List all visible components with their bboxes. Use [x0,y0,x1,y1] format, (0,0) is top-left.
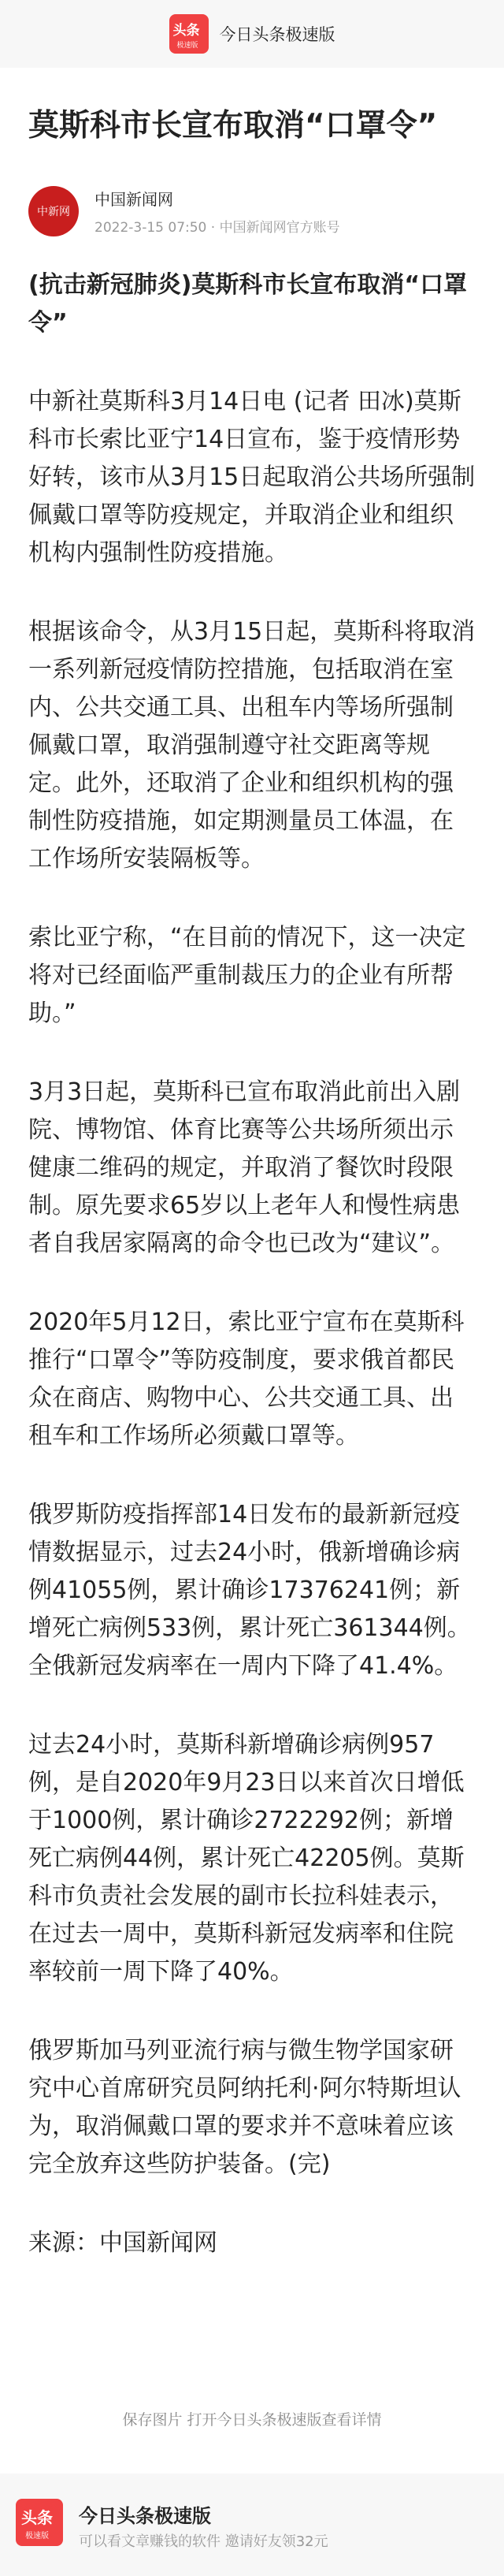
app-top-bar [0,0,504,68]
save-and-open-app-link[interactable]: 保存图片 打开今日头条极速版查看详情 [122,2411,382,2429]
source-name[interactable]: 中国新闻网 [94,190,173,209]
article-paragraph: 过去24小时，莫斯科新增确诊病例957例，是自2020年9月23日以来首次日增低于1000例，累计确诊2722292例；新增死亡病例44例，累计死亡42205例。莫斯科市负责社会发展的副市长拉科娃表示，在过去一周中，莫斯科新冠发病率和住院率较前一周下降了40%。 [28,1731,465,1986]
banner-logo-main-text: 头条 [21,2508,53,2527]
source-avatar[interactable]: 中新网 [28,186,79,236]
app-name: 今日头条极速版 [219,25,335,44]
banner-title: 今日头条极速版 [79,2505,211,2527]
article-title: 莫斯科市长宣布取消“口罩令” [28,108,438,143]
article-source-line: 来源：中国新闻网 [28,2229,217,2257]
article-paragraph: 索比亚宁称，“在目前的情况下，这一决定将对已经面临严重制裁压力的企业有所帮助。” [28,924,466,1027]
app-logo-sub-text: 极速版 [176,42,198,50]
app-logo-main-text: 头条 [172,23,200,39]
banner-app-logo [16,2499,63,2546]
article-paragraph: 俄罗斯防疫指挥部14日发布的最新新冠疫情数据显示，过去24小时，俄新增确诊病例41055例，累计确诊17376241例；新增死亡病例533例，累计死亡361344例。全俄新冠发病率在一周内下降了41.4%。 [28,1501,471,1680]
article-body [28,266,476,2262]
source-meta: 2022-3-15 07:50 · 中国新闻网官方账号 [94,220,340,236]
article-paragraph: 2020年5月12日，索比亚宁宣布在莫斯科推行“口罩令”等防疫制度，要求俄首都民众在商店、购物中心、公共交通工具、出租车和工作场所必须戴口罩等。 [28,1308,465,1450]
banner-logo-sub-text: 极速版 [25,2532,49,2541]
source-row[interactable] [28,186,476,236]
article-paragraph-lead: (抗击新冠肺炎)莫斯科市长宣布取消“口罩令” [28,271,468,337]
app-download-banner[interactable] [0,2474,504,2576]
article-paragraph: 根据该命令，从3月15日起，莫斯科将取消一系列新冠疫情防控措施，包括取消在室内、公共交通工具、出租车内等场所强制佩戴口罩，取消强制遵守社交距离等规定。此外，还取消了企业和组织机构的强制性防疫措施，如定期测量员工体温，在工作场所安装隔板等。 [28,618,476,873]
app-logo [169,14,209,54]
source-info [94,187,340,236]
article-paragraph: 俄罗斯加马列亚流行病与微生物学国家研究中心首席研究员阿纳托利·阿尔特斯坦认为，取消佩戴口罩的要求并不意味着应该完全放弃这些防护装备。(完) [28,2037,461,2178]
banner-subtitle: 可以看文章赚钱的软件 邀请好友领32元 [79,2533,328,2550]
article-paragraph: 3月3日起，莫斯科已宣布取消此前出入剧院、博物馆、体育比赛等公共场所须出示健康二维码的规定，并取消了餐饮时段限制。原先要求65岁以上老年人和慢性病患者自我居家隔离的命令也已改为“建议”。 [28,1078,461,1257]
article-paragraph: 中新社莫斯科3月14日电 (记者 田冰)莫斯科市长索比亚宁14日宣布，鉴于疫情形势好转，该市从3月15日起取消公共场所强制佩戴口罩等防疫规定，并取消企业和组织机构内强制性防疫措施。 [28,388,476,567]
